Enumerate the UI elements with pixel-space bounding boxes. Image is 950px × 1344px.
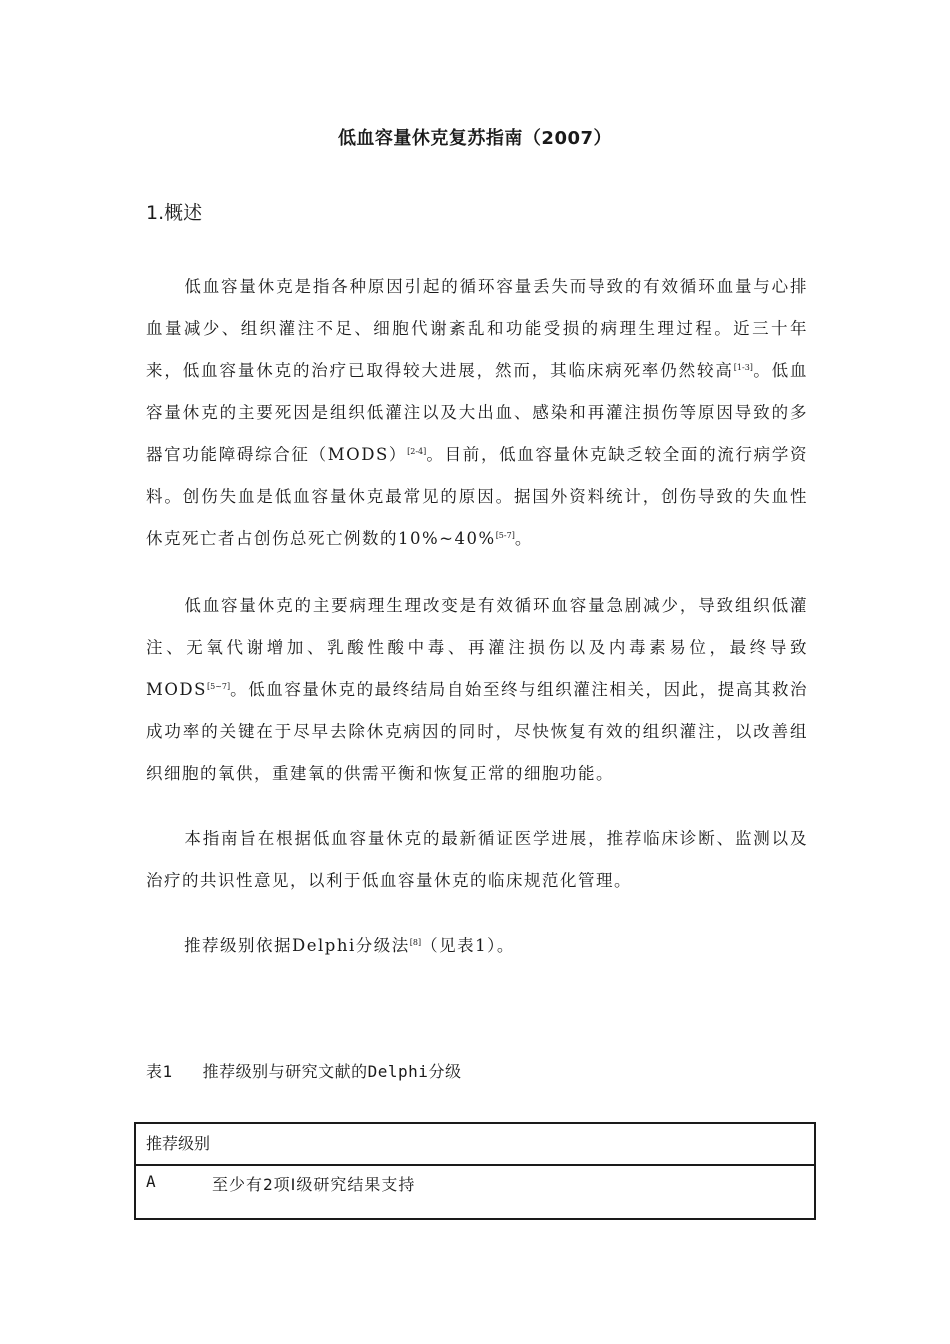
paragraph-overview-3 — [146, 818, 808, 902]
table-caption — [146, 1059, 461, 1082]
citation: [8] — [409, 938, 422, 947]
citation: [5-7] — [495, 531, 515, 540]
paragraph-text: 低血容量休克是指各种原因引起的循环容量丢失而导致的有效循环血量与心排血量减少、组织灌注不足、细胞代谢紊乱和功能受损的病理生理过程。近三十年来，低血容量休克的治疗已取得较大进展，然而，其临床病死率仍然较高 — [146, 277, 808, 380]
table-caption-text: 推荐级别与研究文献的Delphi分级 — [202, 1062, 462, 1081]
paragraph-overview-4 — [146, 925, 808, 967]
paragraph-overview-2 — [146, 585, 808, 795]
paragraph-overview-1 — [146, 266, 808, 560]
citation: [5~7] — [206, 682, 231, 691]
paragraph-text: （见表1）。 — [421, 936, 515, 955]
paragraph-text: 。 — [514, 529, 533, 548]
table-header-cell: 推荐级别 — [146, 1134, 211, 1153]
paragraph-text: 低血容量休克的主要病理生理改变是有效循环血容量急剧减少，导致组织低灌注、无氧代谢增加、乳酸性酸中毒、再灌注损伤以及内毒素易位，最终导致MODS — [146, 596, 808, 699]
citation: [2-4] — [407, 447, 427, 456]
paragraph-text: 。目前，低血容量休克缺乏较全面的流行病学资料。创伤失血是低血容量休克最常见的原因。据国外资料统计，创伤导致的失血性休克死亡者占创伤总死亡例数的10%~40% — [146, 445, 808, 548]
table-caption-number: 表1 — [146, 1062, 173, 1081]
table-row — [136, 1166, 814, 1218]
recommendation-table — [134, 1122, 816, 1220]
table-cell-description: 至少有2项Ⅰ级研究结果支持 — [212, 1175, 416, 1194]
table-header — [136, 1124, 814, 1166]
paragraph-text: 。低血容量休克的主要死因是组织低灌注以及大出血、感染和再灌注损伤等原因导致的多器官功能障碍综合征（MODS） — [146, 361, 809, 464]
paragraph-text: 推荐级别依据Delphi分级法 — [184, 936, 410, 955]
paragraph-text: 本指南旨在根据低血容量休克的最新循证医学进展，推荐临床诊断、监测以及治疗的共识性意见，以利于低血容量休克的临床规范化管理。 — [146, 829, 808, 890]
citation: [1-3] — [733, 363, 753, 372]
section-heading: 1.概述 — [146, 202, 203, 224]
table-cell-grade: A — [146, 1172, 156, 1191]
page-title: 低血容量休克复苏指南（2007） — [337, 128, 613, 149]
paragraph-text: 。低血容量休克的最终结局自始至终与组织灌注相关，因此，提高其救治成功率的关键在于尽早去除休克病因的同时，尽快恢复有效的组织灌注，以改善组织细胞的氧供，重建氧的供需平衡和恢复正常的细胞功能。 — [146, 680, 808, 783]
